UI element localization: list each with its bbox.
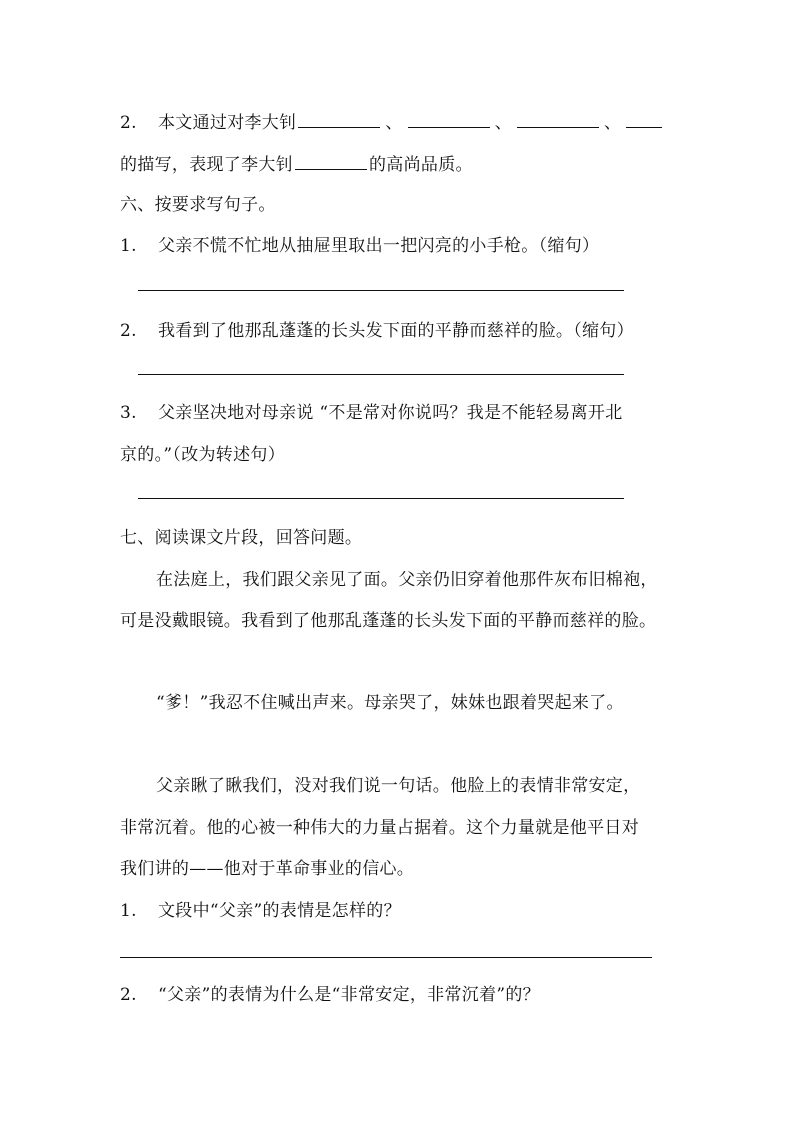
answer-blank[interactable] <box>626 126 662 128</box>
question-number: 2. <box>120 113 137 133</box>
question-text: 父亲坚决地对母亲说 “不是常对你说吗？我是不能轻易离开北 <box>158 403 623 423</box>
section-6-question-2 <box>120 316 634 341</box>
passage-paragraph-3-line-1: 父亲瞅了瞅我们，没对我们说一句话。他脸上的表情非常安定， <box>156 776 641 796</box>
answer-line[interactable] <box>138 290 624 291</box>
passage-paragraph-3-line-2: 非常沉着。他的心被一种伟大的力量占据着。这个力量就是他平日对 <box>120 818 639 838</box>
passage-paragraph-3-line-3: 我们讲的——他对于革命事业的信心。 <box>120 859 415 879</box>
question-text: 我看到了他那乱蓬蓬的长头发下面的平静而慈祥的脸。（缩句） <box>158 321 634 341</box>
separator: 、 <box>604 113 622 133</box>
section-6-title: 六、按要求写句子。 <box>120 195 276 215</box>
answer-blank[interactable] <box>408 126 490 128</box>
question-number: 1. <box>120 236 137 256</box>
answer-line[interactable] <box>138 498 624 499</box>
answer-blank[interactable] <box>517 126 599 128</box>
question-number: 2. <box>120 985 137 1005</box>
question-text: 的高尚品质。 <box>369 155 473 175</box>
question-text: 文段中“父亲”的表情是怎样的？ <box>158 901 401 921</box>
question-text: 的描写，表现了李大钊 <box>120 155 293 175</box>
separator: 、 <box>385 113 403 133</box>
section-6-question-1 <box>120 231 599 256</box>
separator: 、 <box>494 113 513 133</box>
answer-blank[interactable] <box>295 168 367 170</box>
passage-paragraph-1-line-1: 在法庭上，我们跟父亲见了面。父亲仍旧穿着他那件灰布旧棉袍， <box>156 570 658 590</box>
section-6-question-3-cont: 京的。”（改为转述句） <box>120 445 285 465</box>
question-text: “父亲”的表情为什么是“非常安定，非常沉着”的？ <box>158 985 540 1005</box>
answer-line[interactable] <box>120 957 652 958</box>
question-number: 2. <box>120 321 137 341</box>
question-5-2-line1 <box>120 108 664 133</box>
question-number: 1. <box>120 901 137 921</box>
question-number: 3. <box>120 403 137 423</box>
answer-blank[interactable] <box>298 126 380 128</box>
section-6-question-3 <box>120 398 623 423</box>
section-7-question-2 <box>120 980 540 1005</box>
question-text: 父亲不慌不忙地从抽屉里取出一把闪亮的小手枪。（缩句） <box>158 236 600 256</box>
question-text: 本文通过对李大钊 <box>158 113 297 133</box>
answer-line[interactable] <box>138 374 624 375</box>
passage-paragraph-1-line-2: 可是没戴眼镜。我看到了他那乱蓬蓬的长头发下面的平静而慈祥的脸。 <box>120 611 657 631</box>
passage-paragraph-2: “爹！”我忍不住喊出声来。母亲哭了，妹妹也跟着哭起来了。 <box>156 693 624 713</box>
section-7-question-1 <box>120 896 401 921</box>
section-7-title: 七、阅读课文片段，回答问题。 <box>120 528 363 548</box>
question-5-2-line2 <box>120 150 473 175</box>
